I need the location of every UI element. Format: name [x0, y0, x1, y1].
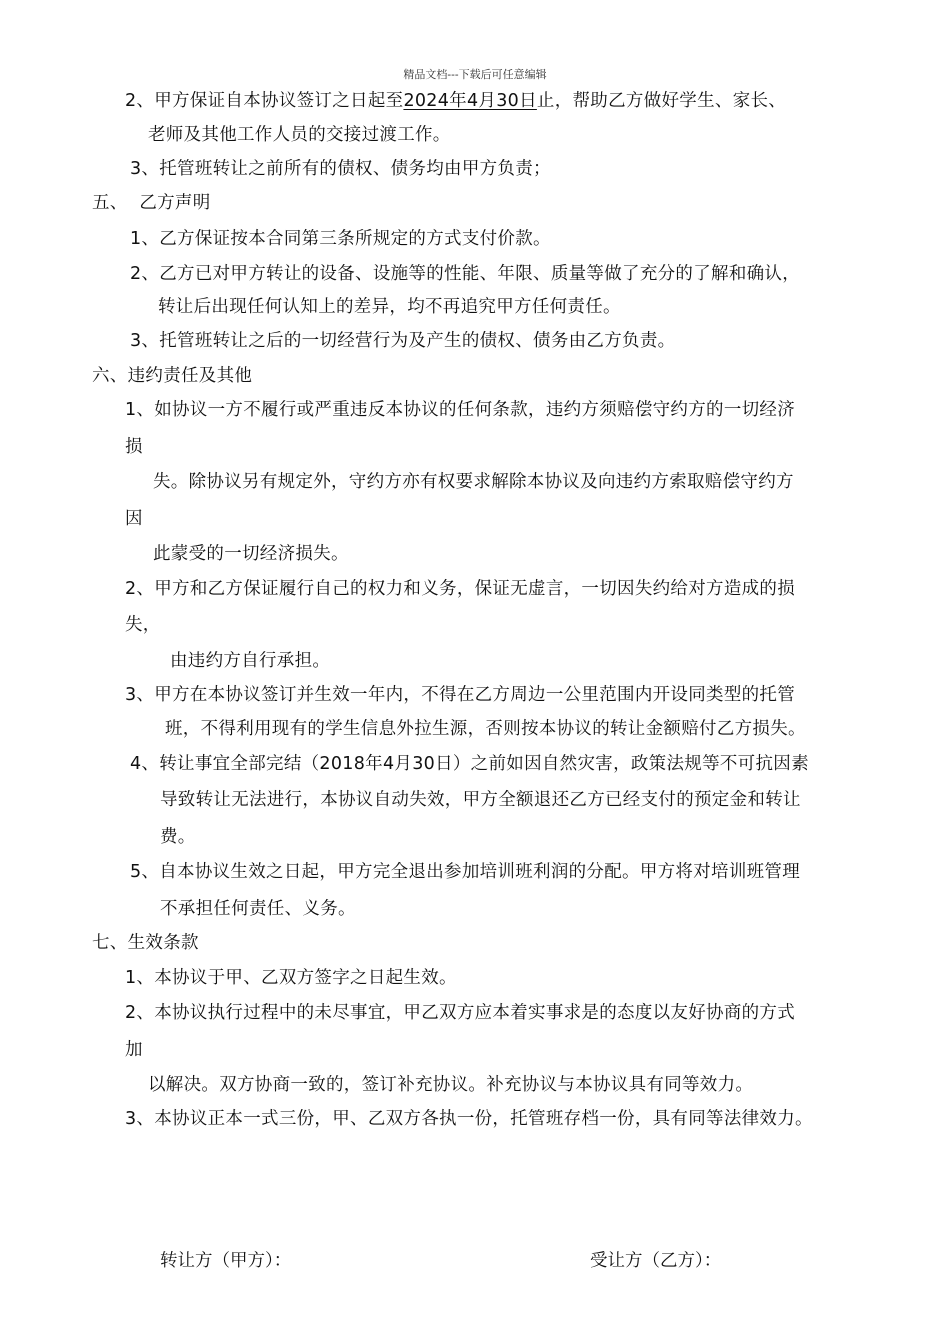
s6-title: 六、违约责任及其他	[92, 366, 253, 386]
s6-item4-line3: 费。	[160, 827, 196, 847]
s6-item4-line2: 导致转让无法进行，本协议自动失效，甲方全额退还乙方已经支付的预定金和转让	[160, 790, 801, 810]
s5-title: 五、 乙方声明	[92, 193, 211, 213]
s6-item4-line1: 4、转让事宜全部完结（2018年4月30日）之前如因自然灾害，政策法规等不可抗因素	[130, 754, 809, 774]
s6-item1-line4: 因	[125, 509, 143, 529]
s4-item3: 3、托管班转让之前所有的债权、债务均由甲方负责；	[130, 159, 551, 179]
s6-item5-line1: 5、自本协议生效之日起，甲方完全退出参加培训班利润的分配。甲方将对培训班管理	[130, 862, 801, 882]
s5-item2-line1: 2、乙方已对甲方转让的设备、设施等的性能、年限、质量等做了充分的了解和确认，	[130, 264, 801, 284]
s5-item3: 3、托管班转让之后的一切经营行为及产生的债权、债务由乙方负责。	[130, 331, 676, 351]
s7-item2-line3: 以解决。双方协商一致的，签订补充协议。补充协议与本协议具有同等效力。	[148, 1075, 754, 1095]
signature-transferee-label: 受让方（乙方）：	[590, 1251, 722, 1271]
s6-item2-line2: 失，	[125, 615, 161, 635]
s7-item2-line1: 2、本协议执行过程中的未尽事宜，甲乙双方应本着实事求是的态度以友好协商的方式	[125, 1003, 796, 1023]
s6-item2-line3: 由违约方自行承担。	[170, 651, 331, 671]
s6-item3-line1: 3、甲方在本协议签订并生效一年内，不得在乙方周边一公里范围内开设同类型的托管	[125, 685, 796, 705]
s5-item1: 1、乙方保证按本合同第三条所规定的方式支付价款。	[130, 229, 551, 249]
s6-item5-line2: 不承担任何责任、义务。	[160, 899, 356, 919]
signature-transferor-label: 转让方（甲方）：	[160, 1251, 292, 1271]
s4-item2-line2: 老师及其他工作人员的交接过渡工作。	[148, 125, 451, 145]
s6-item1-line3: 失。除协议另有规定外，守约方亦有权要求解除本协议及向违约方索取赔偿守约方	[153, 472, 794, 492]
s7-title: 七、生效条款	[92, 933, 199, 953]
s6-item1-line1: 1、如协议一方不履行或严重违反本协议的任何条款，违约方须赔偿守约方的一切经济	[125, 400, 796, 420]
s6-item3-line2: 班，不得利用现有的学生信息外拉生源，否则按本协议的转让金额赔付乙方损失。	[165, 719, 806, 739]
s5-item2-line2: 转让后出现任何认知上的差异，均不再追究甲方任何责任。	[158, 297, 621, 317]
s7-item3: 3、本协议正本一式三份，甲、乙双方各执一份，托管班存档一份，具有同等法律效力。	[125, 1109, 813, 1129]
s7-item2-line2: 加	[125, 1040, 143, 1060]
page-header: 精品文档---下载后可任意编辑	[403, 68, 547, 81]
s4-item2-date: 2024年4月30日	[403, 91, 537, 111]
s6-item2-line1: 2、甲方和乙方保证履行自己的权力和义务，保证无虚言，一切因失约给对方造成的损	[125, 579, 796, 599]
s7-item1: 1、本协议于甲、乙双方签字之日起生效。	[125, 968, 457, 988]
s6-item1-line5: 此蒙受的一切经济损失。	[153, 544, 349, 564]
s4-item2-pre: 2、甲方保证自本协议签订之日起至	[125, 91, 404, 111]
s4-item2-post: 止，帮助乙方做好学生、家长、	[536, 91, 787, 111]
s6-item1-line2: 损	[125, 437, 143, 457]
s4-item2-line1	[125, 90, 786, 112]
